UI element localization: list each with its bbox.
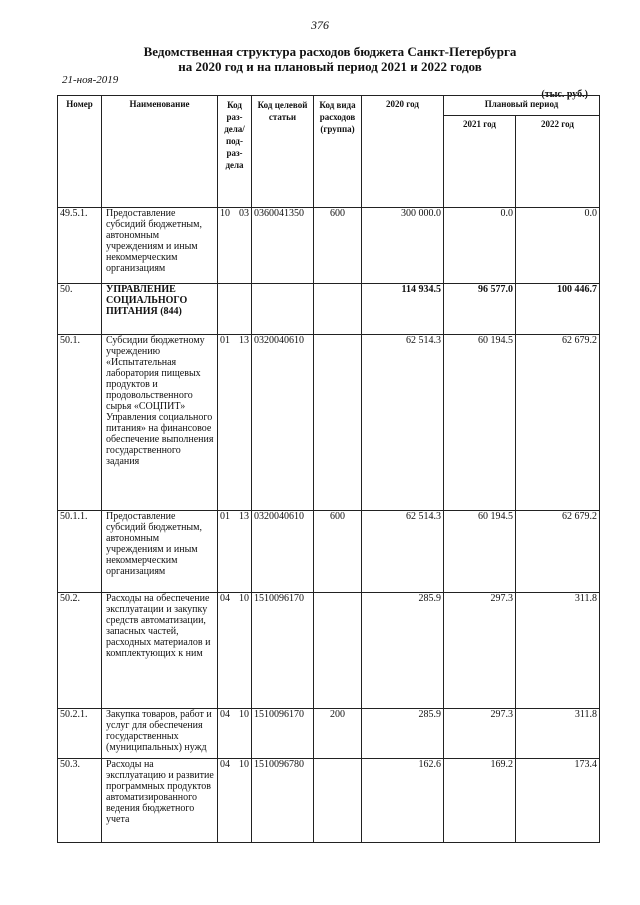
row-amount-2022: 0.0 xyxy=(516,208,600,284)
header-expense-type-code: Код вида расходов (группа) xyxy=(314,96,362,208)
header-number: Номер xyxy=(58,96,102,208)
row-amount-2021: 96 577.0 xyxy=(444,284,516,335)
table-row xyxy=(58,593,600,709)
row-section: 04 xyxy=(218,709,232,759)
page-number: 376 xyxy=(311,18,329,32)
table-row xyxy=(58,511,600,593)
row-name: Расходы на эксплуатацию и развитие программных продуктов автоматизированного ведения бюджетного учета xyxy=(102,759,218,843)
row-amount-2021: 297.3 xyxy=(444,709,516,759)
units-label: (тыс. руб.) xyxy=(541,89,588,100)
row-amount-2020: 285.9 xyxy=(362,593,444,709)
row-type-code xyxy=(314,335,362,511)
row-type-code xyxy=(314,284,362,335)
row-amount-2020: 114 934.5 xyxy=(362,284,444,335)
row-amount-2022: 173.4 xyxy=(516,759,600,843)
header-year-2022: 2022 год xyxy=(516,116,600,208)
row-amount-2020: 162.6 xyxy=(362,759,444,843)
row-amount-2022: 311.8 xyxy=(516,709,600,759)
row-number: 49.5.1. xyxy=(58,208,102,284)
row-number: 50.2.1. xyxy=(58,709,102,759)
header-section-code: Код раз- дела/ под- раз- дела xyxy=(218,96,252,208)
row-amount-2020: 285.9 xyxy=(362,709,444,759)
row-name: УПРАВЛЕНИЕ СОЦИАЛЬНОГО ПИТАНИЯ (844) xyxy=(102,284,218,335)
row-target-code xyxy=(252,284,314,335)
row-amount-2021: 0.0 xyxy=(444,208,516,284)
document-date: 21-ноя-2019 xyxy=(62,74,119,86)
row-amount-2020: 62 514.3 xyxy=(362,511,444,593)
row-subsection: 03 xyxy=(232,208,252,284)
row-section xyxy=(218,284,232,335)
row-number: 50.2. xyxy=(58,593,102,709)
row-name: Расходы на обеспечение эксплуатации и закупку средств автоматизации, запасных частей, расходных материалов и комплектующих к ним xyxy=(102,593,218,709)
row-target-code: 0360041350 xyxy=(252,208,314,284)
row-number: 50. xyxy=(58,284,102,335)
row-type-code xyxy=(314,759,362,843)
row-target-code: 0320040610 xyxy=(252,511,314,593)
header-name: Наименование xyxy=(102,96,218,208)
row-subsection: 10 xyxy=(232,759,252,843)
row-amount-2021: 169.2 xyxy=(444,759,516,843)
row-subsection xyxy=(232,284,252,335)
row-name: Предоставление субсидий бюджетным, автономным учреждениям и иным некоммерческим организациям xyxy=(102,208,218,284)
row-amount-2020: 62 514.3 xyxy=(362,335,444,511)
row-type-code: 200 xyxy=(314,709,362,759)
table-row xyxy=(58,709,600,759)
table-row xyxy=(58,759,600,843)
row-target-code: 0320040610 xyxy=(252,335,314,511)
row-amount-2020: 300 000.0 xyxy=(362,208,444,284)
row-name: Субсидии бюджетному учреждению «Испытательная лаборатория пищевых продуктов и продовольственного сырья «СОЦПИТ» Управления социального питания» на финансовое обеспечение выполнения государственного задания xyxy=(102,335,218,511)
row-amount-2022: 311.8 xyxy=(516,593,600,709)
title-line-2: на 2020 год и на плановый период 2021 и 2022 годов xyxy=(178,59,482,74)
budget-table xyxy=(57,95,600,843)
document-title xyxy=(140,44,520,74)
row-number: 50.3. xyxy=(58,759,102,843)
row-name: Закупка товаров, работ и услуг для обеспечения государственных (муниципальных) нужд xyxy=(102,709,218,759)
header-planned-period: Плановый период xyxy=(444,96,600,116)
row-section: 01 xyxy=(218,511,232,593)
row-section: 04 xyxy=(218,593,232,709)
table-row xyxy=(58,335,600,511)
row-subsection: 10 xyxy=(232,593,252,709)
row-amount-2022: 62 679.2 xyxy=(516,335,600,511)
row-target-code: 1510096170 xyxy=(252,593,314,709)
header-year-2020: 2020 год xyxy=(362,96,444,208)
row-section: 04 xyxy=(218,759,232,843)
row-target-code: 1510096170 xyxy=(252,709,314,759)
row-type-code: 600 xyxy=(314,511,362,593)
row-amount-2022: 100 446.7 xyxy=(516,284,600,335)
row-amount-2021: 60 194.5 xyxy=(444,335,516,511)
row-subsection: 10 xyxy=(232,709,252,759)
row-name: Предоставление субсидий бюджетным, автономным учреждениям и иным некоммерческим организациям xyxy=(102,511,218,593)
row-target-code: 1510096780 xyxy=(252,759,314,843)
row-section: 01 xyxy=(218,335,232,511)
title-line-1: Ведомственная структура расходов бюджета Санкт-Петербурга xyxy=(143,44,517,59)
row-number: 50.1. xyxy=(58,335,102,511)
row-amount-2021: 297.3 xyxy=(444,593,516,709)
row-section: 10 xyxy=(218,208,232,284)
table-row xyxy=(58,208,600,284)
header-target-code: Код целевой статьи xyxy=(252,96,314,208)
row-subsection: 13 xyxy=(232,511,252,593)
table-row xyxy=(58,284,600,335)
row-subsection: 13 xyxy=(232,335,252,511)
row-amount-2021: 60 194.5 xyxy=(444,511,516,593)
row-type-code: 600 xyxy=(314,208,362,284)
row-type-code xyxy=(314,593,362,709)
row-amount-2022: 62 679.2 xyxy=(516,511,600,593)
header-year-2021: 2021 год xyxy=(444,116,516,208)
row-number: 50.1.1. xyxy=(58,511,102,593)
